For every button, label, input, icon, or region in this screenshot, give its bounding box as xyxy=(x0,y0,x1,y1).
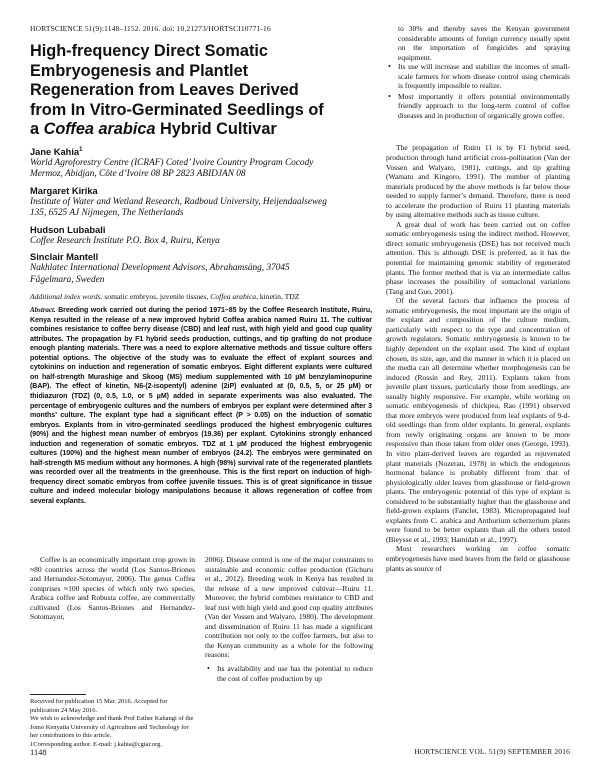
body-column-right xyxy=(386,24,570,573)
author-affiliation: World Agroforestry Centre (ICRAF) Coted’ Ivoire Country Program Cocody Mermoz, Abidjan, Côte d’Ivoire 08 BP 2823 ABIDJAN 08 xyxy=(30,157,314,180)
title-line: Embryogenesis and Plantlet xyxy=(30,61,249,80)
body-paragraph: Coffee is an economically important crop grown in ≈80 countries across the world (Los Santos-Briones and Hernandez-Sotomayor, 2006). The genus Coffea comprises ≈100 species of which only two species, Arabica coffee and Robusta coffee, are commercially cultivated (Los Santos-Briones and Hernandez-Sotomayor, xyxy=(30,555,195,622)
bullet-list xyxy=(205,664,373,683)
title-species: Coffea arabica xyxy=(43,120,156,138)
author-affiliation: Institute of Water and Wetland Research, Radboud University, Heijendaalseweg 135, 6525 AJ Nijmegen, The Netherlands xyxy=(30,196,327,219)
journal-header: HORTSCIENCE 51(9):1148–1152. 2016. doi: 10.21273/HORTSCI10771-16 xyxy=(30,24,271,33)
author-affiliation: Nakhlatec International Development Advisors, Abrahamsäng, 37045 Fågelmara, Sweden xyxy=(30,263,290,285)
author-affiliation: Coffee Research Institute P.O. Box 4, Ruiru, Kenya xyxy=(30,235,220,246)
author-block xyxy=(30,225,372,248)
front-matter xyxy=(30,42,372,507)
body-paragraph: Most researchers working on coffee somatic embryogenesis have used leaves from the field or glasshouse plants as source of xyxy=(386,544,570,573)
body-column-middle xyxy=(205,555,373,684)
page-number: 1148 xyxy=(30,747,47,757)
footnote: 1Corresponding author. E-mail: j.kahia@cgiar.org. xyxy=(30,740,163,748)
index-words: Additional index words. somatic embryos, juvenile tissues, Coffea arabica, kinetin, TDZ xyxy=(30,292,300,302)
title-line-prefix: a xyxy=(30,120,44,138)
author-block xyxy=(30,145,372,181)
abstract-label: Abstract. xyxy=(30,306,56,315)
footnote: Received for publication 15 Mar. 2016. Accepted for publication 24 May 2016. xyxy=(30,698,168,714)
author-name: Hudson Lubabali xyxy=(30,224,106,235)
footnote: We wish to acknowledge and thank Prof Esther Kahangi of the Jomo Kenyatta University of Agriculture and Technology for her contributions to this article. xyxy=(30,715,194,740)
abstract-text: Breeding work carried out during the period 1971–85 by the Coffee Research Institute, Ruiru, Kenya resulted in the release of a new improved hybrid Coffea arabica named Ruiru 11. The cultivar combines resistance to coffee berry disease (CBD) and leaf rust, with high yield and good cup quality attributes. The propagation by F1 hybrid seeds production, cuttings, and tip grafting do not produce enough planting materials. There was a need to explore alternative methods and tissue culture offers potential options. The objective of the study was to evaluate the effect of explant sources and cytokinins on induction and regeneration of somatic embryos. Eight different explants were cultured on half-strength Murashige and Skoog (MS) medium supplemented with 10 µM benzylaminopurine (BAP). The effect of kinetin, N6-(2-isopentyl) adenine (2iP) evaluated at (0, 0.5, 5, or 25 µM) or thidiazuron (TDZ) (0, 0.5, 1.0, or 5 µM) added in separate experiments was also evaluated. The percentage of embryogenic cultures and the numbers of embryos per explant were determined after 3 months’ culture. The explant type had a significant effect (P > 0.05) on the induction of somatic embryos. Explants from in vitro-germinated seedlings produced the highest embryogenic cultures (90%) and the highest mean number of embryos (19.36) per explant. Cytokinins strongly enhanced induction and regeneration of somatic embryos. TDZ at 1 µM produced the highest embryogenic cultures (100%) and the highest mean number of embryos (24.2). The embryos were germinated on half-strength MS medium without any hormones. A high (98%) survival rate of the regenerated plantlets was recorded over all the treatments in the greenhouse. This is the first report on induction of high-frequency direct somatic embryos from coffee juvenile tissues. This is of great significance in tissue culture and indeed molecular biology manipulations because it allows regeneration of coffee from several explants. xyxy=(30,307,372,506)
body-column-left xyxy=(30,555,195,622)
bullet-item: • Most importantly it offers potential environmentally friendly approach to the long-term control of coffee diseases and in production of organically grown coffee. xyxy=(398,92,570,121)
body-paragraph: Of the several factors that influence the process of somatic embryogenesis, the most important are the origin of the explant and composition of the culture medium, particularly with respect to the type and concentration of growth regulators. Somatic embryogenesis is known to be highly dependent on the explant used. The kind of explant chosen, its size, age, and the manner in which it is placed on the media can all determine whether morphogenesis can be induced (Rossin and Rey, 2011). Explants taken from juvenile plant tissues, particularly those from seedlings, are usually highly responsive. For example, while working on somatic embryogenesis of chickpea, Rao (1991) observed that more embryos were produced from leaf explants of 9-d-old seedlings than from older explants. In general, explants from newly originating organs are known to be more responsive than those taken from older ones (George, 1993). In vitro plant-derived leaves are regarded as rejuvenated plant materials (Nozeran, 1978) in which the endogenous hormonal balance is probably different from that of physiologically older leaves from glasshouse or field-grown plants. The embryogenic potential of this type of explant is considered to be substantially higher than the glasshouse and field-grown explants (Fanclet, 1983). Micropropagated leaf explants from C. arabica and Anthurium scherzerium plants were found to be better explants than all the others tested (Bieysse et al., 1993; Hamidah et al., 1997). xyxy=(386,296,570,544)
author-name: Jane Kahia$^1$ xyxy=(30,146,83,157)
title-line: Regeneration from Leaves Derived xyxy=(30,81,299,99)
article-title xyxy=(30,42,372,140)
bullet-item: • Its use will increase and stabilize the incomes of small-scale farmers for whom disease control using chemicals is frequently impossible to realize. xyxy=(398,62,570,91)
title-line: from In Vitro-Germinated Seedlings of xyxy=(30,100,324,119)
author-block xyxy=(30,186,372,220)
author-name: Margaret Kirika xyxy=(30,185,98,196)
footnotes xyxy=(30,698,195,750)
body-paragraph: The propagation of Ruiru 11 is by F1 hybrid seed, production through hand artificial cross-pollination (Van der Vossen and Walyaro, 1981), cuttings, and tip grafting (Wamatu and Kingoro, 1991). The number of planting materials produced by the above methods is far below those needed to supply farmer’s demand. Therefore, there is need to accelerate the production of Ruiru 11 planting materials by using alternative methods such as tissue culture. xyxy=(386,143,570,220)
journal-footer: HORTSCIENCE VOL. 51(9) SEPTEMBER 2016 xyxy=(414,747,570,756)
body-paragraph: A great deal of work has been carried out on coffee somatic embryogenesis using the indirect method. However, direct somatic embryogenesis (DSE) has not received much attention. This is although DSE is preferred, as it has the potential for maintaining genomic stability of regenerated plants. The former method that is via an intermediate callus phase increases the possibility of somaclonal variations (Tang and Guo, 2001). xyxy=(386,219,570,296)
abstract xyxy=(30,306,372,506)
title-line: High-frequency Direct Somatic xyxy=(30,42,268,60)
body-paragraph: 2006). Disease control is one of the major constraints to sustainable and economic coffee production (Gichuru et al., 2012). Breeding work in Kenya has resulted in the release of a new improved cultivar—Ruiru 11. Moreover, the hybrid combines resistance to CBD and leaf rust with high yield and good cup quality attributes (Van der Vossen and Walyaro, 1980). The development and dissemination of Ruiru 11 has made a significant contribution not only to the coffee farmers, but also to the Kenyan community as a whole for the following reasons: xyxy=(205,555,373,660)
bullet-continuation: to 30% and thereby saves the Kenyan government considerable amounts of foreign currency usually spent on the importation of fungicides and spraying equipment. xyxy=(398,24,570,62)
bullet-list xyxy=(386,62,570,120)
bullet-item: • Its availability and use has the potential to reduce the cost of coffee production by up xyxy=(217,664,373,683)
author-name: Sinclair Mantell xyxy=(30,252,99,263)
footnote-divider xyxy=(30,694,86,695)
title-line-suffix: Hybrid Cultivar xyxy=(155,120,277,138)
author-block xyxy=(30,252,372,286)
